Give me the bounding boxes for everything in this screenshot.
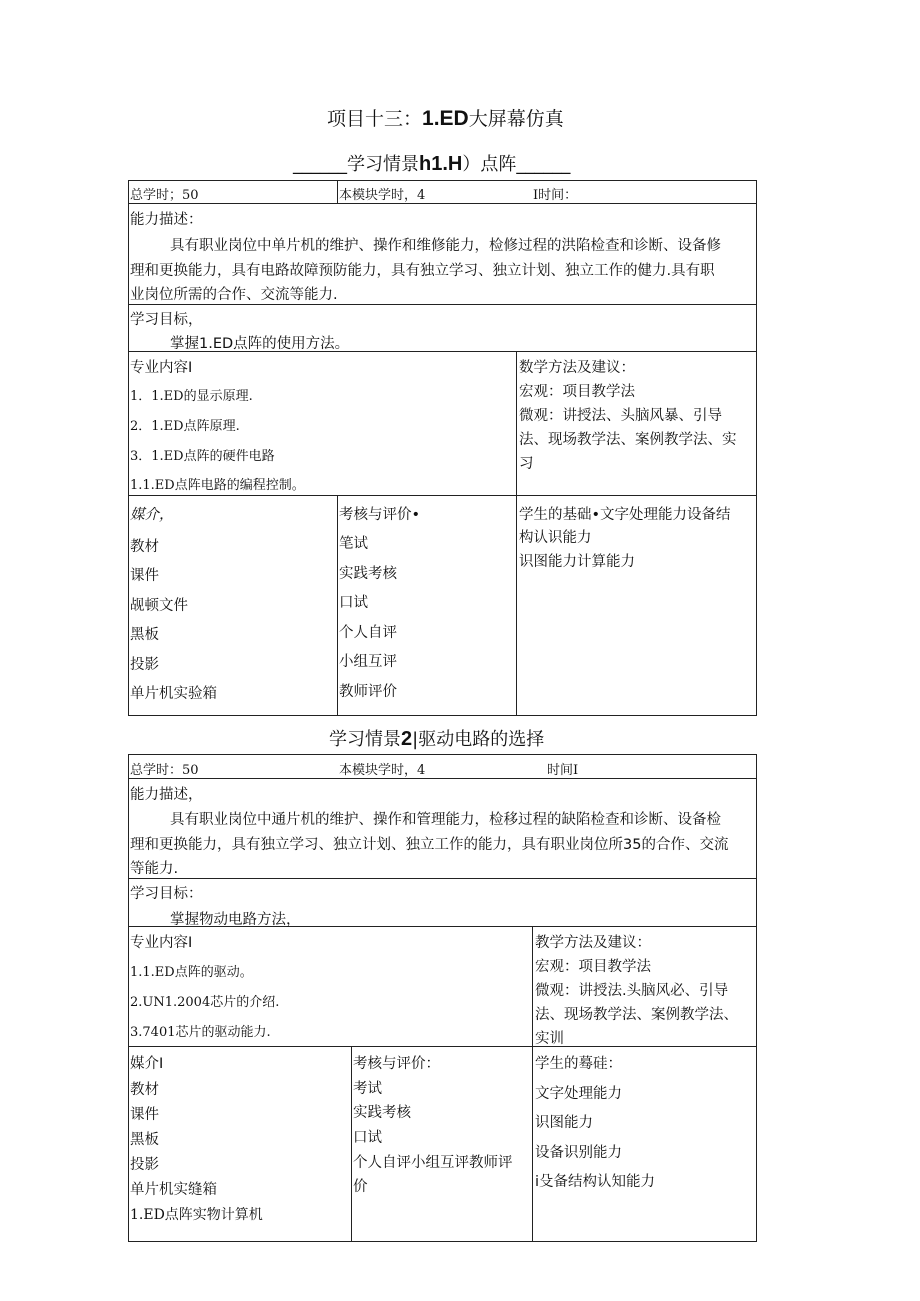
s2-media-label: 媒介I	[130, 1056, 164, 1072]
page-title: 项目十三：1.ED大屏幕仿真	[327, 107, 564, 130]
s2-media-item-4: 投影	[130, 1157, 159, 1173]
s1-media-item-4: 黑板	[130, 627, 159, 643]
s2-module-hours: 本模块学时，4	[339, 763, 426, 778]
s1-basis-line2: 构认识能力	[519, 530, 592, 546]
s2-ability-line2: 理和更换能力，具有独立学习、独立计划、独立工作的能力，具有职业岗位所35的合作、交流	[130, 837, 729, 853]
s2-method-line4: 实训	[535, 1031, 564, 1047]
s1-time: I时间：	[533, 188, 578, 203]
s1-content-item-2: 2．1.ED点阵原理.	[130, 419, 240, 434]
s1-method-label: 数学方法及建议：	[519, 360, 635, 376]
s2-content-label: 专业内容I	[130, 935, 193, 951]
s2-media-item-5: 单片机实缝箱	[130, 1182, 217, 1198]
s1-ability-line2: 理和更换能力，具有电路故障预防能力，具有独立学习、独立计划、独立工作的健力.具有职	[130, 263, 715, 279]
s1-basis-line1: 学生的基础•文字处理能力设备结	[519, 507, 731, 523]
s2-method-line3: 法、现场教学法、案例教学法、	[535, 1007, 738, 1023]
s2-assess-item-3: 口试	[353, 1130, 382, 1146]
s1-goal-text: 掌握1.ED点阵的使用方法。	[170, 336, 350, 352]
s1-assess-item-5: 小组互评	[339, 654, 397, 670]
s1-goal-label: 学习目标，	[130, 312, 203, 328]
s1-assess-item-6: 教师评价	[339, 684, 397, 700]
s1-assess-item-4: 个人自评	[339, 625, 397, 641]
s2-assess-item-5: 价	[353, 1179, 368, 1195]
s2-method-line2: 微观：讲授法.头脑风必、引导	[535, 983, 729, 999]
s2-assess-item-4: 个人自评小组互评教师评	[353, 1155, 513, 1171]
s1-total-hours: 总学时；50	[130, 188, 199, 203]
s2-media-item-1: 教材	[130, 1082, 159, 1098]
s2-basis-item-4: i殳备结构认知能力	[535, 1174, 656, 1190]
s2-goal-text: 掌握物动电路方法，	[170, 912, 301, 928]
s1-assess-label: 考核与评价•	[339, 507, 421, 523]
s1-ability-line3: 业岗位所需的合作、交流等能力.	[130, 287, 338, 303]
s2-basis-item-1: 文字处理能力	[535, 1086, 622, 1102]
s1-content-item-4: 1.1.ED点阵电路的编程控制。	[130, 478, 305, 493]
s2-goal-label: 学习目标：	[130, 886, 203, 902]
s1-method-line2: 微观：讲授法、头脑风暴、引导	[519, 408, 722, 424]
s1-content-label: 专业内容I	[130, 360, 193, 376]
section1-heading: ______学习情景h1.H）点阵______	[293, 153, 571, 175]
s2-basis-item-2: 识图能力	[535, 1115, 593, 1131]
s1-media-item-3: 觇顿文件	[130, 598, 188, 614]
s1-media-item-6: 单片机实验箱	[130, 686, 217, 702]
s1-module-hours: 本模块学时，4	[339, 188, 426, 203]
s2-time: 时间I	[547, 763, 579, 778]
s2-basis-label: 学生的蓦硅：	[535, 1056, 622, 1072]
s1-ability-label: 能力描述：	[130, 212, 203, 228]
s1-basis-line3: 识图能力计算能力	[519, 554, 635, 570]
s1-method-line3: 法、现场教学法、案例教学法、实	[519, 432, 737, 448]
s1-media-label: 媒介，	[130, 507, 174, 523]
s1-assess-item-1: 笔试	[339, 536, 368, 552]
s1-ability-line1: 具有职业岗位中单片机的维护、操作和维修能力，检修过程的洪陷检查和诊断、设备修	[170, 238, 721, 254]
s2-assess-item-1: 考试	[353, 1081, 382, 1097]
s1-method-line1: 宏观：项目教学法	[519, 384, 635, 400]
s1-media-item-2: 课件	[130, 568, 159, 584]
s2-assess-label: 考核与评价：	[353, 1056, 440, 1072]
s1-content-item-1: 1．1.ED的显示原理.	[130, 389, 253, 404]
s2-basis-item-3: 设备识别能力	[535, 1145, 622, 1161]
s2-method-label: 教学方法及建议：	[535, 935, 651, 951]
s1-content-item-3: 3．1.ED点阵的硬件电路	[130, 449, 275, 464]
s2-method-line1: 宏观：项目教学法	[535, 959, 651, 975]
s2-media-item-2: 课件	[130, 1107, 159, 1123]
s2-content-item-2: 2.UN1.2004芯片的介绍.	[130, 995, 280, 1010]
s1-media-item-1: 教材	[130, 539, 159, 555]
s2-media-item-6: 1.ED点阵实物计算机	[130, 1207, 263, 1223]
s1-media-item-5: 投影	[130, 657, 159, 673]
s2-content-item-1: 1.1.ED点阵的驱动。	[130, 965, 253, 980]
s2-total-hours: 总学时：50	[130, 763, 199, 778]
s2-ability-line1: 具有职业岗位中通片机的维护、操作和管理能力，检移过程的缺陷检查和诊断、设备检	[170, 812, 721, 828]
s2-assess-item-2: 实践考核	[353, 1105, 411, 1121]
s2-content-item-3: 3.7401芯片的驱动能力.	[130, 1025, 271, 1040]
s1-assess-item-3: 口试	[339, 595, 368, 611]
s2-media-item-3: 黑板	[130, 1132, 159, 1148]
s1-method-line4: 习	[519, 456, 534, 472]
section2-heading: 学习情景2|驱动电路的选择	[329, 728, 545, 750]
s2-ability-label: 能力描述，	[130, 787, 203, 803]
s1-assess-item-2: 实践考核	[339, 566, 397, 582]
s2-ability-line3: 等能力.	[130, 861, 179, 877]
